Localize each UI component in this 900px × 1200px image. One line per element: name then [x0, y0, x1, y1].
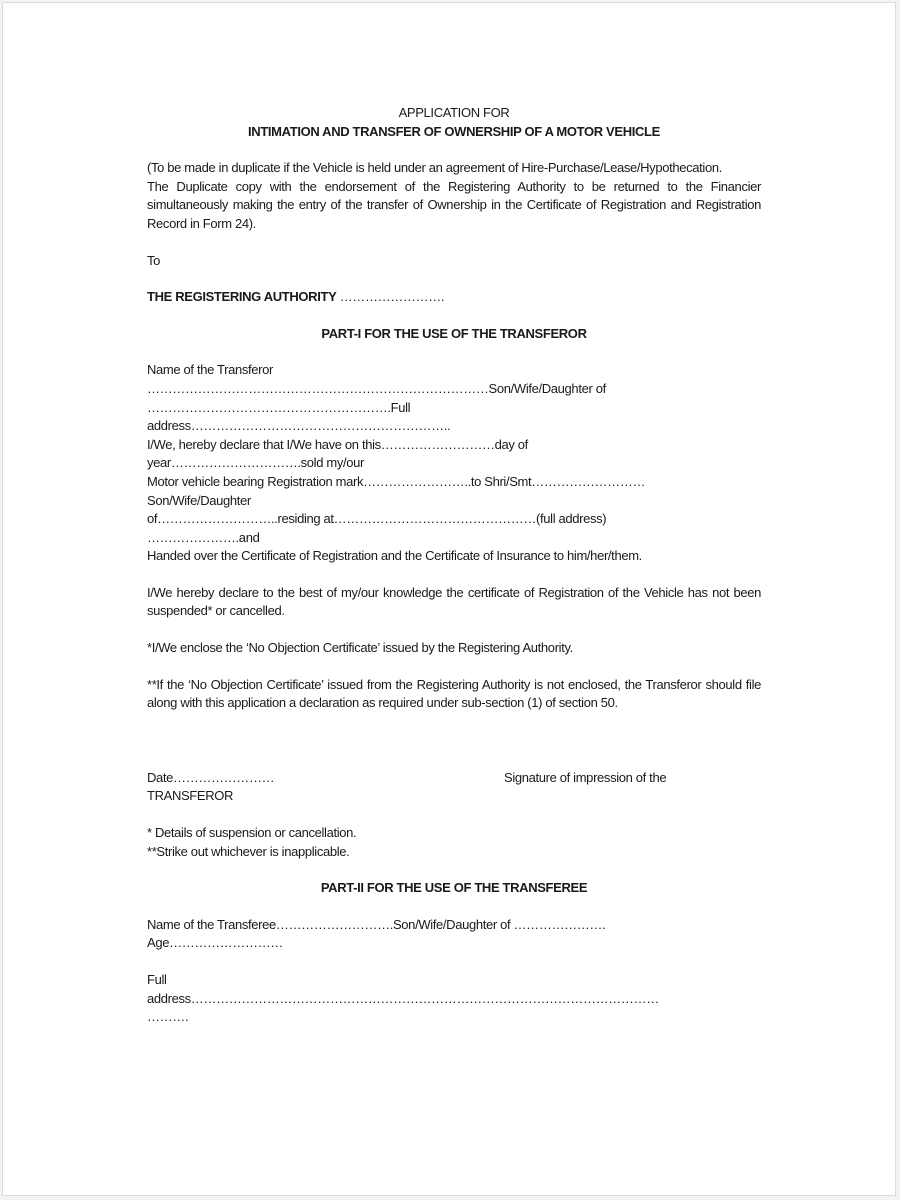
residing-at-field: of………………………..residing at…………………………………………(full address) [147, 511, 607, 527]
transferee-address-continued: ………. [147, 1009, 189, 1025]
declare-year-field: year………………………….sold my/our [147, 455, 364, 471]
transferee-address-field: address………………………………………………………………………………………………… [147, 990, 659, 1006]
declare-date-field: I/We, hereby declare that I/We have on this………………………day of [147, 436, 528, 452]
noc-note: **If the ‘No Objection Certificate’ issued from the Registering Authority is not enclosed, the Transferor should file along with this application a declaration as required under sub-section (1) of section 50. [147, 676, 761, 711]
handed-over-line: Handed over the Certificate of Registration and the Certificate of Insurance to him/her/them. [147, 548, 642, 564]
footnote-suspension: * Details of suspension or cancellation. [147, 825, 357, 841]
footnote-strike-out: **Strike out whichever is inapplicable. [147, 843, 350, 859]
transferor-name-label: Name of the Transferor [147, 362, 273, 378]
signature-label: Signature of impression of the [504, 769, 667, 785]
transferor-parent-field: ………………………………………………………………………Son/Wife/Daughter of [147, 380, 606, 396]
transferor-label: TRANSFEROR [147, 788, 234, 804]
authority-line [147, 288, 761, 307]
transferee-full-label: Full [147, 972, 167, 987]
to-line: To [147, 252, 161, 268]
document-content [147, 104, 761, 1027]
title-block [147, 104, 761, 141]
registration-mark-field: Motor vehicle bearing Registration mark……………………..to Shri/Smt……………………… [147, 473, 646, 489]
part1-heading: PART-I FOR THE USE OF THE TRANSFEROR [321, 325, 587, 341]
transferor-address-field: address…………………………………………………….. [147, 418, 451, 434]
transferee-relation-label: Son/Wife/Daughter [147, 492, 251, 508]
authority-label: THE REGISTERING AUTHORITY [147, 289, 337, 305]
transferor-full-field: ………………………………………………….Full [147, 399, 411, 415]
title-line-1: APPLICATION FOR [398, 105, 510, 120]
enclose-note: *I/We enclose the ‘No Objection Certificate’ issued by the Registering Authority. [147, 640, 573, 656]
transferor-details [147, 361, 761, 566]
date-field: Date…………………… [147, 769, 275, 785]
intro-paragraph-1: (To be made in duplicate if the Vehicle is held under an agreement of Hire-Purchase/Lease/Hypothecation. [147, 160, 722, 176]
transferee-age-field: Age……………………… [147, 935, 283, 951]
document-page [2, 2, 896, 1196]
title-line-2: INTIMATION AND TRANSFER OF OWNERSHIP OF A MOTOR VEHICLE [248, 123, 660, 139]
transferee-details [147, 916, 761, 1027]
declaration-paragraph: I/We hereby declare to the best of my/our knowledge the certificate of Registration of the Vehicle has not been suspended* or cancelled. [147, 584, 761, 619]
date-signature-row [147, 769, 761, 788]
authority-blank: ……………………. [336, 289, 445, 305]
and-field: ………………….and [147, 529, 260, 545]
transferee-name-field: Name of the Transferee……………………….Son/Wife/Daughter of …………………. [147, 916, 606, 932]
intro-paragraph-2: The Duplicate copy with the endorsement of the Registering Authority to be returned to the Financier simultaneously making the entry of the transfer of Ownership in the Certificate of Registration and Registration Record in Form 24). [147, 178, 761, 231]
part2-heading: PART-II FOR THE USE OF THE TRANSFEREE [320, 880, 588, 896]
